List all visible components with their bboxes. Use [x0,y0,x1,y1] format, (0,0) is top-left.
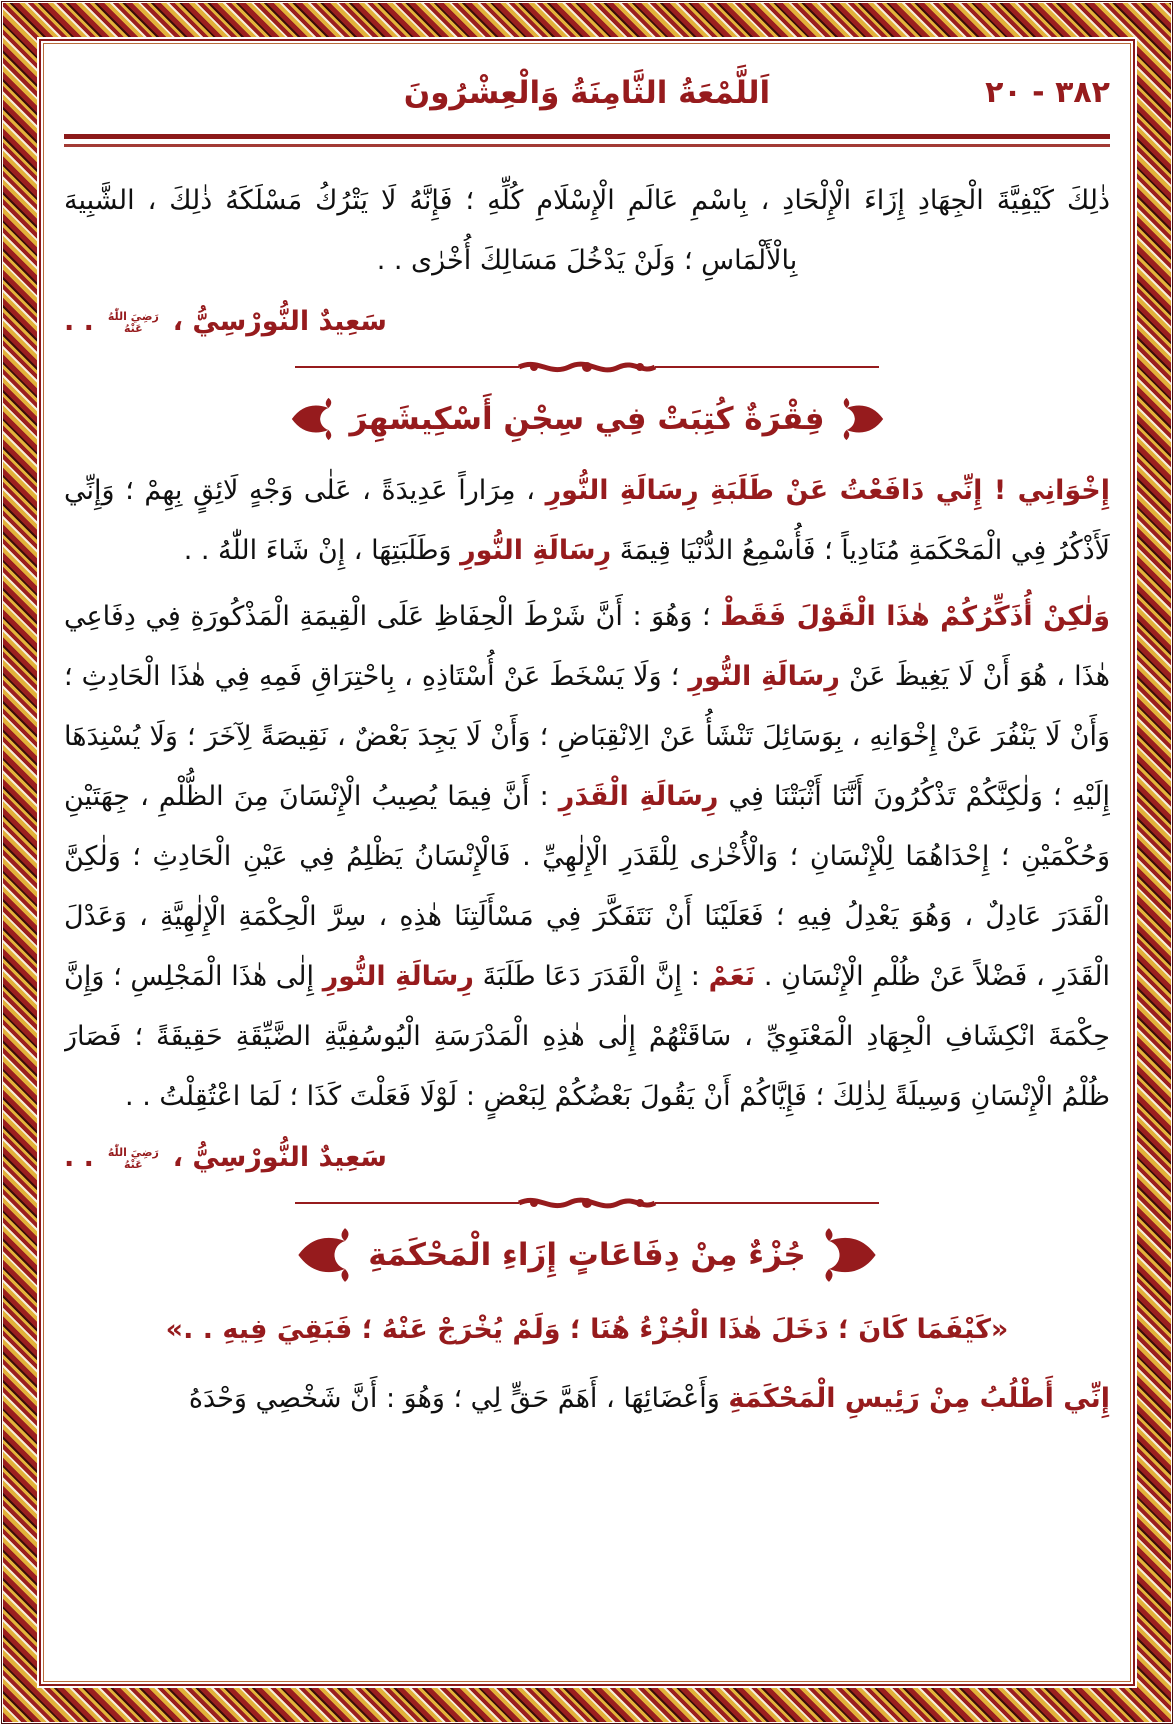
section-divider-1 [64,355,1110,379]
section-2-title: جُزْءٌ مِنْ دِفَاعَاتٍ إِزَاءِ الْمَحْكَمَةِ [368,1237,806,1273]
paragraph-1 [64,171,1110,291]
text-segment-red: رِسَالَةِ النُّورِ [460,535,612,566]
text-segment-black: : إِنَّ الْقَدَرَ دَعَا طَلَبَةَ [473,961,709,992]
heading-ornament-right-icon [841,397,885,441]
text-segment-red: نَعَمْ [708,961,756,992]
page-number: ٣٨٢ - ٢٠ [985,75,1110,110]
text-segment-black: ؛ وَهُوَ : أَنَّ شَرْطَ الْحِفَاظِ عَلَى الْقِيمَةِ الْمَذْكُورَةِ فِي دِفَاعِي هٰذَا ، هُوَ أَنْ لَا يَغِيظَ عَنْ [64,601,1110,692]
signature-dots: . . [64,1142,94,1173]
paragraph-2 [64,461,1110,581]
author-seal: رَضِيَ اللّٰهُ عَنْهُ [107,1145,159,1171]
section-1-title: فِقْرَةٌ كُتِبَتْ فِي سِجْنِ أَسْكِيشَهِرَ [349,401,825,437]
chapter-title: اَللَّمْعَةُ الثَّامِنَةُ وَالْعِشْرُونَ [403,75,771,111]
text-segment-black: وَأَعْضَائِهَا ، أَهَمَّ حَقٍّ لِي ؛ وَهُوَ : أَنَّ شَخْصِي وَحْدَهُ [188,1383,729,1414]
signature-1 [64,299,1110,345]
section-heading-1 [64,387,1110,451]
heading-ornament-left-icon [296,1227,352,1283]
paragraph-4 [64,1369,1110,1429]
text-segment-red: رِسَالَةِ النُّورِ [322,961,474,992]
paragraph-3 [64,587,1110,1127]
section-2-quote: «كَيْفَمَا كَانَ ؛ دَخَلَ هٰذَا الْجُزْءُ هُنَا ؛ وَلَمْ يُخْرَجْ عَنْهُ ؛ فَبَقِيَ فِيهِ . .» [165,1314,1009,1345]
section-divider-2 [64,1191,1110,1215]
page-content [64,56,1110,1677]
text-segment-black: ، مِرَاراً عَدِيدَةً ، عَلٰى وَجْهٍ لَائِقٍ بِهِمْ ؛ وَإِنِّي لَأَذْكُرُ فِي الْمَحْكَمَةِ مُنَادِياً ؛ فَأُسْمِعُ الدُّنْيَا قِيمَةَ [64,475,1110,566]
signature-name: سَعِيدٌ النُّورْسِيُّ ، [172,1142,387,1173]
divider-ornament-icon [287,1191,887,1215]
heading-ornament-right-icon [822,1227,878,1283]
text-segment-black: ؛ وَلَا يَسْخَطَ عَنْ أُسْتَاذِهِ ، بِاحْتِرَاقِ فَمِهِ فِي هٰذَا الْحَادِثِ ؛ وَأَنْ لَا يَنْفُرَ عَنْ إِخْوَانِهِ ، بِوَسَائِلَ تَنْشَأُ عَنْ الِانْقِبَاضِ ؛ وَأَنْ لَا يَجِدَ بَعْضٌ ، نَقِيصَةً لِآخَرَ ؛ وَلَا يُسْنِدَهَا إِلَيْهِ ؛ وَلٰكِنَّكُمْ تَذْكُرُونَ أَنَّنَا أَثْبَتْنَا فِي [64,661,1110,812]
page-header [64,62,1110,124]
text-segment-black: وَطَلَبَتِهَا ، إِنْ شَاءَ اللّٰهُ . . [183,535,461,566]
header-rule [64,134,1110,147]
signature-name: سَعِيدٌ النُّورْسِيُّ ، [172,306,387,337]
text-segment-red: إِخْوَانِي ! إِنِّي دَافَعْتُ عَنْ طَلَبَةِ رِسَالَةِ النُّورِ [545,475,1110,506]
text-segment-red: وَلٰكِنْ أُذَكِّرُكُمْ هٰذَا الْقَوْلَ فَقَطْ [720,601,1110,632]
text-segment-black: إِلٰى هٰذَا الْمَجْلِسِ ؛ وَإِنَّ حِكْمَةَ انْكِشَافِ الْجِهَادِ الْمَعْنَوِيِّ ، سَاقَتْهُمْ إِلٰى هٰذِهِ الْمَدْرَسَةِ الْيُوسُفِيَّةِ الضَّيِّقَةِ حَقِيقَةً ؛ فَصَارَ ظُلْمُ الْإِنْسَانِ وَسِيلَةً لِذٰلِكَ ؛ فَإِيَّاكُمْ أَنْ يَقُولَ بَعْضُكُمْ لِبَعْضٍ : لَوْلَا فَعَلْتَ كَذَا ؛ لَمَا اعْتُقِلْتُ . . [64,961,1110,1112]
author-seal: رَضِيَ اللّٰهُ عَنْهُ [107,309,159,335]
text-segment-black: ذٰلِكَ كَيْفِيَّةَ الْجِهَادِ إِزَاءَ الْإِلْحَادِ ، بِاسْمِ عَالَمِ الْإِسْلَامِ كُلِّهِ ؛ فَإِنَّهُ لَا يَتْرُكُ مَسْلَكَهُ ذٰلِكَ ، الشَّبِيهَ بِالْأَلْمَاسِ ؛ وَلَنْ يَدْخُلَ مَسَالِكَ أُخْرٰى . . [64,185,1110,276]
section-heading-2 [64,1223,1110,1287]
signature-2 [64,1135,1110,1181]
text-segment-red: رِسَالَةِ النُّورِ [688,661,840,692]
text-segment-red: رِسَالَةِ الْقَدَرِ [558,781,719,812]
heading-ornament-left-icon [290,397,334,441]
divider-ornament-icon [287,355,887,379]
text-segment-black: : أَنَّ فِيمَا يُصِيبُ الْإِنْسَانَ مِنَ الظُّلْمِ ، جِهَتَيْنِ وَحُكْمَيْنِ ؛ إِحْدَاهُمَا لِلْإِنْسَانِ ؛ وَالْأُخْرٰى لِلْقَدَرِ الْإِلٰهِيِّ . فَالْإِنْسَانُ يَظْلِمُ فِي عَيْنِ الْحَادِثِ ؛ وَلٰكِنَّ الْقَدَرَ عَادِلٌ ، وَهُوَ يَعْدِلُ فِيهِ ؛ فَعَلَيْنَا أَنْ نَتَفَكَّرَ فِي مَسْأَلَتِنَا هٰذِهِ ، سِرَّ الْحِكْمَةِ الْإِلٰهِيَّةِ ، وَعَدْلَ الْقَدَرِ ، فَضْلاً عَنْ ظُلْمِ الْإِنْسَانِ . [64,781,1110,992]
text-segment-red: إِنِّي أَطْلُبُ مِنْ رَئِيسِ الْمَحْكَمَةِ [728,1383,1110,1414]
signature-dots: . . [64,306,94,337]
